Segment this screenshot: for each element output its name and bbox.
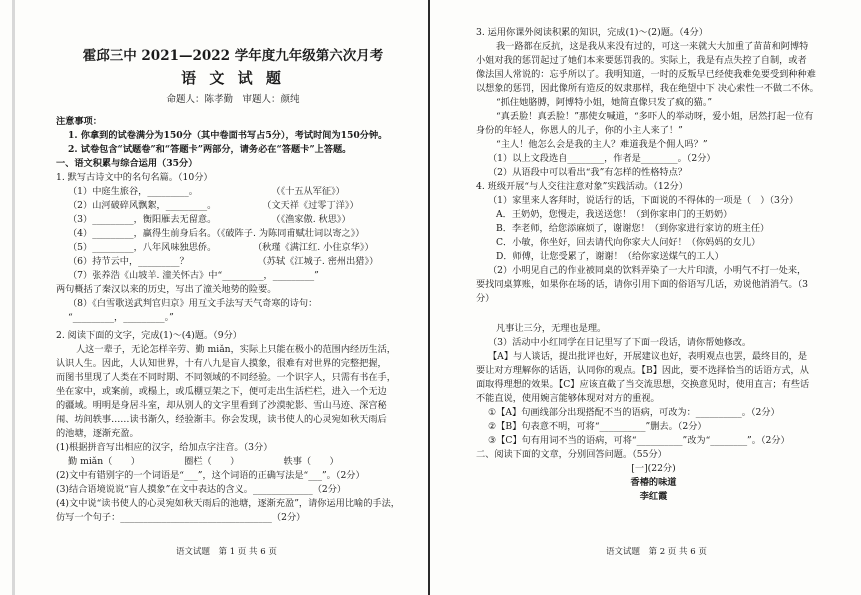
question-item: 要找同桌算账，如果你在场的话，请你引用下面的俗语写几话，劝说他消消气。（3 xyxy=(476,279,808,290)
question-heading: 4. 班级开展“与人交往注意对象”实践活动。（12分） xyxy=(476,181,688,192)
passage-line: 像法国人常说的：忘乎所以了。我明知道，一时的反叛早已经使我难免要受到种种难 xyxy=(476,69,816,80)
question-item: （7）张养浩《山坡羊. 潼关怀古》中“_________，_________” xyxy=(68,270,319,281)
passage-line: 认识人生。因此，人认知世界，十有八九是盲人摸象，很难有对世界的完整把握， xyxy=(56,358,387,369)
article-author: 李红霞 xyxy=(639,491,668,502)
question-heading: 1. 默写古诗文中的名句名篇。（10分） xyxy=(56,172,213,183)
notice-heading: 注意事项： xyxy=(56,116,102,127)
question-item: （8）《白雪歌送武判官归京》用互文手法写天气奇寒的诗句： xyxy=(68,298,318,309)
passage-line: “真丢脸！真丢脸！”那使女喊道，“多吓人的举动呀，爱小姐，居然打起一位有 xyxy=(496,111,814,122)
question-item: （1）中庭生旅谷，_________。 （《十五从军征》） xyxy=(68,186,345,197)
option-c: C．小敏，你坐好，回去请代向你家大人问好！（你妈妈的女儿） xyxy=(496,237,761,248)
exam-authors: 命题人：陈孝勤 审题人：颜纯 xyxy=(166,94,300,105)
passage-line: 小姐对我的惩罚起过了她们本来要惩罚我的。实际上，我是有点失控了自制，或者 xyxy=(476,55,807,66)
question-heading: 3. 运用你课外阅读积累的知识，完成(1)～(2)题。（4分） xyxy=(476,27,708,38)
passage-line: 而图书里现了人类在不同时期、不同领域的不同经验。一个识字人，只需有书在手， xyxy=(56,372,396,383)
question-item: （6）持节云中，_________？ （苏轼《江城子. 密州出猎》） xyxy=(68,256,379,267)
question-item: （2）山河破碎风飘絮，_________。 （文天祥《过零丁洋》） xyxy=(68,200,359,211)
notice-item: 1. 你拿到的试卷满分为150分（其中卷面书写占5分），考试时间为150分钟。 xyxy=(68,130,388,141)
question-item: （1）家里来人客拜时，说话行的话，下面说的不得体的一项是（ ）（3分） xyxy=(488,195,799,206)
question-item: “_________，_________。” xyxy=(68,312,174,323)
question-item: （3）_________，衡阳雁去无留意。 （《渔家傲. 秋思》） xyxy=(68,214,351,225)
question-item: （2）小明见自己的作业被同桌的饮料弄染了一大片印渍，小明气不打一处来， xyxy=(488,265,807,276)
article-title: 香椿的味道 xyxy=(630,477,677,488)
passage-line: 的池塘，逐渐充盈。 xyxy=(56,428,139,439)
passage-line: 不能直说，使用婉言能够体现对对方的重视。 xyxy=(476,393,660,404)
passage-line: “主人！他怎么会是我的主人？难道我是个佣人吗？” xyxy=(496,139,708,150)
page-1 xyxy=(0,0,430,595)
question-item: （3）活动中小红同学在日记里写了下面一段话，请你帮她修改。 xyxy=(488,337,752,348)
passage-line: 我一路都在反抗，这是我从来没有过的，可这一来就大大加重了苗苗和阿博特 xyxy=(496,41,809,52)
exam-subtitle: 语 文 试 题 xyxy=(181,69,285,87)
passage-line: 以想象的惩罚，因此像所有造反的奴隶那样，我在绝望中下 决心索性一不做二不休。 xyxy=(476,83,819,94)
question-item: (3)结合语境说说“盲人摸象”在文中表达的含义。_____________（2分） xyxy=(56,484,347,495)
question-item: 分） xyxy=(476,293,495,304)
question-item: (2)文中有错别字的一个词语是“___”，这个词语的正确写法是“___”。（2分） xyxy=(56,470,365,481)
passage-line: “抓住她胳膊，阿博特小姐，她简直像只发了疯的猫。” xyxy=(496,97,713,108)
proverb: 凡事让三分，无理也是理。 xyxy=(496,323,607,334)
question-item: ①【A】句画线部分出现搭配不当的语病，可改为：__________。（2分） xyxy=(488,407,780,418)
question-item: （1）以上文段选自________，作者是________。（2分） xyxy=(488,153,716,164)
section-heading: 一、语文积累与综合运用（35分） xyxy=(56,158,198,169)
question-heading: 2. 阅读下面的文字，完成(1)～(4)题。（9分） xyxy=(56,330,242,341)
notice-item: 2. 试卷包含“试题卷”和“答题卡”两部分，请务必在“答题卡”上答题。 xyxy=(68,144,352,155)
question-item: ③【C】句有用词不当的语病，可将“__________”改为“________”。（2分） xyxy=(488,435,790,446)
passage-line: 坐在家中，或案前，或榻上，或瓜棚豆架之下，便可走出生活栏栏，进入一个无边 xyxy=(56,386,387,397)
question-item: 仿写一个句子：_________________________________（2分） xyxy=(56,512,306,523)
question-item: (1)根据拼音写出相应的汉字，给加点字注音。（3分） xyxy=(56,442,273,453)
page-footer: 语文试题 第 1 页 共 6 页 xyxy=(176,547,277,557)
question-item: 两句概括了秦汉以来的历史，写出了潼关地势的险要。 xyxy=(56,284,277,295)
question-item: （5）_________，八年风味独思侨。 （秋瑾《满江红. 小住京华》） xyxy=(68,242,374,253)
passage-line: 【A】与人谈话，提出批评也好，开展建议也好，表明观点也罢，最终目的，是 xyxy=(488,351,808,362)
exam-title: 霍邱三中 2021—2022 学年度九年级第六次月考 xyxy=(82,48,384,64)
question-item: （2）从语段中可以看出“我”有怎样的性格特点？ xyxy=(488,167,687,178)
passage-line: 面取得理想的效果。【C】应该直截了当交流思想，交换意见时，使用直言；有些话 xyxy=(476,379,810,390)
question-item: ②【B】句表意不明，可将“__________”删去。（2分） xyxy=(488,421,707,432)
option-b: B．李老师，给您添麻烦了，谢谢您！（到你家进行家访的班主任） xyxy=(496,223,770,234)
question-item: (4)文中说“读书使人的心灵宛如秋天雨后的池塘，逐渐充盈”，请你运用比喻的手法， xyxy=(56,498,400,509)
page-footer: 语文试题 第 2 页 共 6 页 xyxy=(606,547,707,557)
option-a: A．王奶奶，您慢走，我送送您！（到你家串门的王奶奶） xyxy=(496,209,733,220)
passage-line: 的疆域。明明是身居斗室，却从别人的文字里看到了沙漠驼影、雪山马迹、深宫秘 xyxy=(56,400,387,411)
option-d: D．师傅，让您受累了，谢谢！（给你家送煤气的工人） xyxy=(496,251,724,262)
question-item: （4）_________，赢得生前身后名。（《破阵子. 为陈同甫赋壮词以寄之》） xyxy=(68,228,365,239)
passage-line: 闱、坊间轶事……读书渐久，经验渐丰。你会发现，读书使人的心灵宛如秋天雨后 xyxy=(56,414,387,425)
question-item: 勤 miǎn（ ） 圈栏（ ） 轶事（ ） xyxy=(68,456,339,467)
subsection-heading: [一](22分) xyxy=(631,463,676,474)
passage-line: 身份的年轻人，你恩人的儿子，你的小主人来了！” xyxy=(476,125,683,136)
passage-line: 人这一辈子，无论怎样辛劳、勤 miǎn，实际上只能在极小的范围内经历生活， xyxy=(76,344,396,355)
page-2 xyxy=(430,0,861,595)
section-heading: 二、阅读下面的文章，分别回答问题。（55分） xyxy=(476,449,667,460)
passage-line: 要让对方理解你的话语，认同你的观点。【B】因此，要不选择恰当的话语方式，从 xyxy=(476,365,809,376)
